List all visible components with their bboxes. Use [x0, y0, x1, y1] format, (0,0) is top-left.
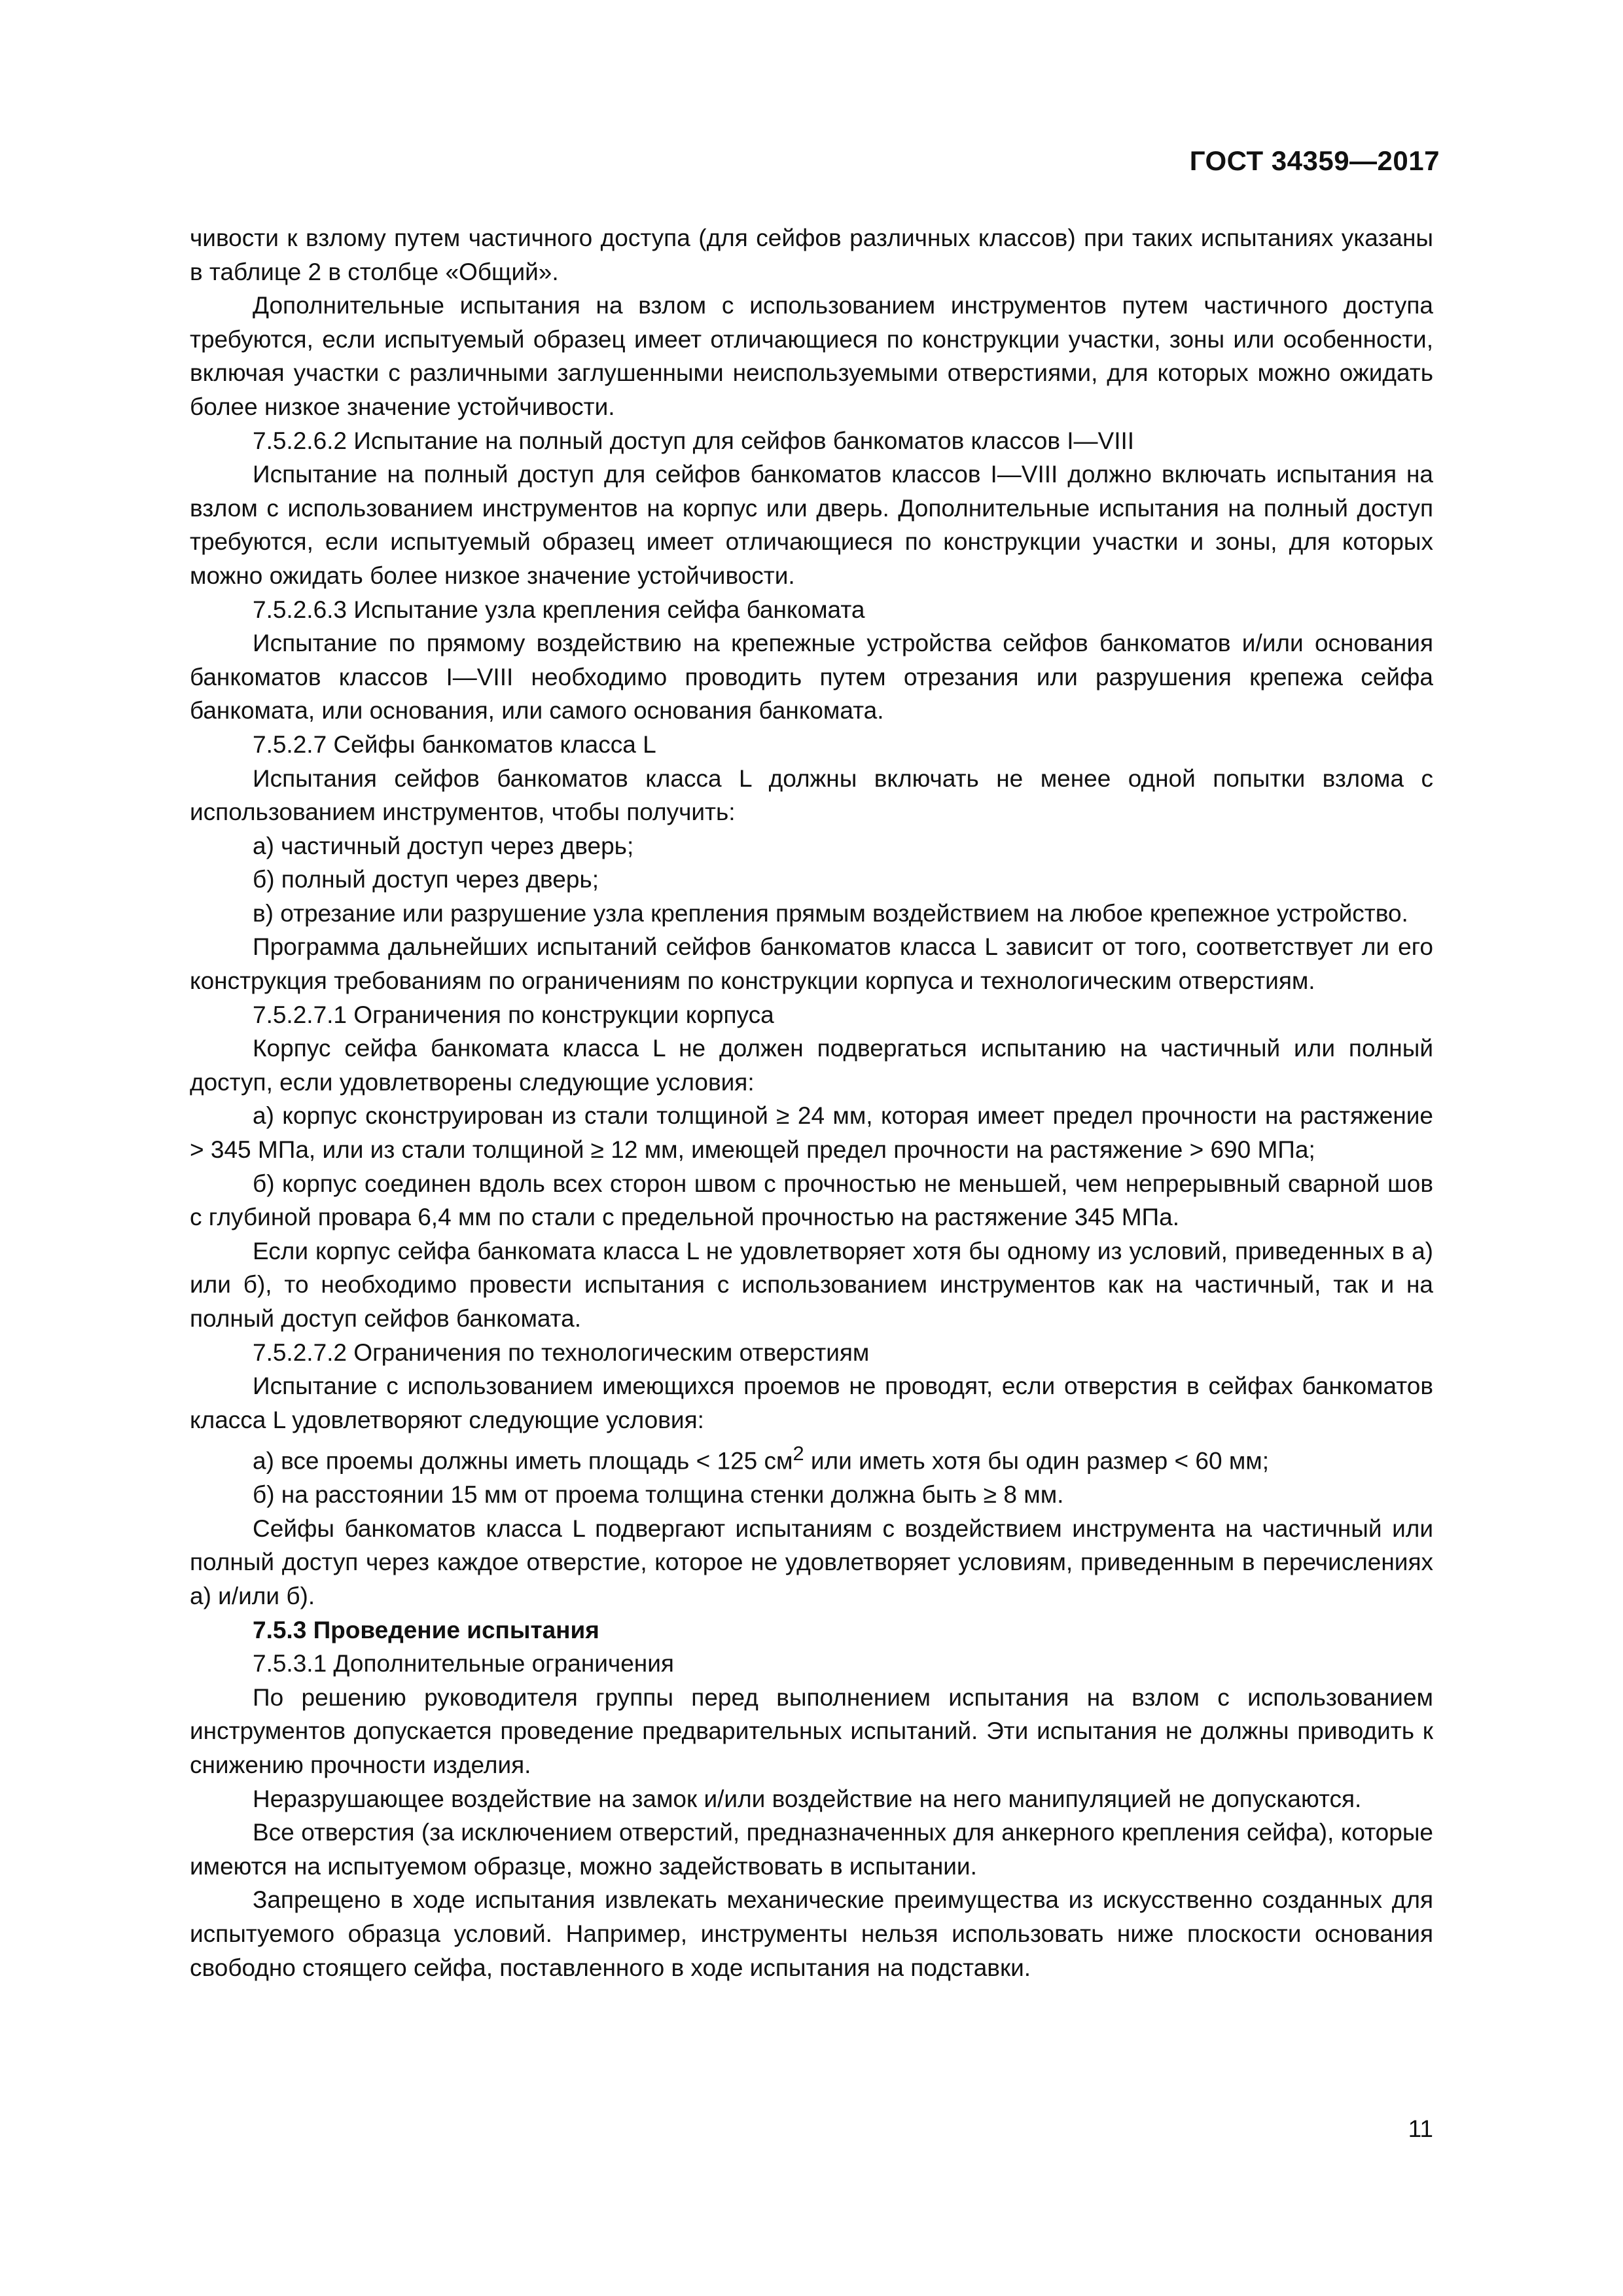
list-item: б) корпус соединен вдоль всех сторон швом с прочностью не меньшей, чем непрерывный сварной шов с глубиной провара 6,4 мм по стали с предельной прочностью на растяжение 345 МПа. [190, 1170, 1433, 1231]
paragraph: По решению руководителя группы перед выполнением испытания на взлом с использованием инструментов допускается проведение предварительных испытаний. Эти испытания не должны приводить к снижению прочности изделия. [190, 1683, 1433, 1779]
paragraph: Корпус сейфа банкомата класса L не должен подвергаться испытанию на частичный или полный доступ, если удовлетворены следующие условия: [190, 1035, 1433, 1096]
clause-heading-7-5-2-7-1: 7.5.2.7.1 Ограничения по конструкции корпуса [253, 1001, 774, 1028]
paragraph: Неразрушающее воздействие на замок и/или воздействие на него манипуляцией не допускаются. [253, 1785, 1362, 1812]
list-item: б) на расстоянии 15 мм от проема толщина стенки должна быть ≥ 8 мм. [253, 1481, 1064, 1509]
paragraph: Испытание на полный доступ для сейфов банкоматов классов I—VIII должно включать испытания на взлом с использованием инструментов на корпус или дверь. Дополнительные испытания на полный доступ требуются, если испытуемый образец имеет отличающиеся по конструкции участки и зоны, для которых можно ожидать более низкое значение устойчивости. [190, 461, 1433, 589]
list-item [190, 1437, 1433, 1478]
list-item-text: или иметь хотя бы один размер < 60 мм; [804, 1447, 1270, 1475]
paragraph: Испытание с использованием имеющихся проемов не проводят, если отверстия в сейфах банкоматов класса L удовлетворяют следующие условия: [190, 1372, 1433, 1433]
clause-heading-7-5-2-6-3: 7.5.2.6.3 Испытание узла крепления сейфа банкомата [253, 596, 865, 623]
paragraph-continuation: чивости к взлому путем частичного доступа (для сейфов различных классов) при таких испытаниях указаны в таблице 2 в столбце «Общий». [190, 224, 1433, 285]
document-code-header: ГОСТ 34359—2017 [1189, 145, 1440, 176]
paragraph: Сейфы банкоматов класса L подвергают испытаниям с воздействием инструмента на частичный или полный доступ через каждое отверстие, которое не удовлетворяет условиям, приведенным в перечислениях а) и/или б). [190, 1515, 1433, 1610]
list-item-text: а) все проемы должны иметь площадь < 125 см [253, 1447, 793, 1475]
paragraph: Испытания сейфов банкоматов класса L должны включать не менее одной попытки взлома с использованием инструментов, чтобы получить: [190, 764, 1433, 826]
list-item: в) отрезание или разрушение узла крепления прямым воздействием на любое крепежное устройство. [253, 899, 1408, 927]
clause-heading-7-5-2-6-2: 7.5.2.6.2 Испытание на полный доступ для сейфов банкоматов классов I—VIII [253, 427, 1135, 454]
paragraph: Программа дальнейших испытаний сейфов банкоматов класса L зависит от того, соответствует ли его конструкция требованиям по ограничениям по конструкции корпуса и технологическим отверстиям. [190, 933, 1433, 995]
paragraph: Испытание по прямому воздействию на крепежные устройства сейфов банкоматов и/или основания банкоматов классов I—VIII необходимо проводить путем отрезания или разрушения крепежа сейфа банкомата, или основания, или самого основания банкомата. [190, 630, 1433, 725]
section-heading-7-5-3: 7.5.3 Проведение испытания [253, 1616, 599, 1643]
list-item: б) полный доступ через дверь; [253, 866, 599, 893]
paragraph: Если корпус сейфа банкомата класса L не удовлетворяет хотя бы одному из условий, приведенных в а) или б), то необходимо провести испытания с использованием инструментов как на частичный, так и на полный доступ сейфов банкомата. [190, 1237, 1433, 1332]
paragraph: Все отверстия (за исключением отверстий, предназначенных для анкерного крепления сейфа), которые имеются на испытуемом образце, можно задействовать в испытании. [190, 1819, 1433, 1880]
list-item: а) частичный доступ через дверь; [253, 832, 634, 859]
document-body [190, 221, 1433, 1984]
superscript-exponent: 2 [793, 1442, 804, 1465]
page-number: 11 [1408, 2115, 1433, 2142]
clause-heading-7-5-2-7-2: 7.5.2.7.2 Ограничения по технологическим отверстиям [253, 1338, 870, 1366]
paragraph: Запрещено в ходе испытания извлекать механические преимущества из искусственно созданных для испытуемого образца условий. Например, инструменты нельзя использовать ниже плоскости основания свободно стоящего сейфа, поставленного в ходе испытания на подставки. [190, 1886, 1433, 1981]
list-item: а) корпус сконструирован из стали толщиной ≥ 24 мм, которая имеет предел прочности на растяжение > 345 МПа, или из стали толщиной ≥ 12 мм, имеющей предел прочности на растяжение > 690 МПа; [190, 1102, 1433, 1164]
clause-heading-7-5-3-1: 7.5.3.1 Дополнительные ограничения [253, 1650, 674, 1677]
paragraph: Дополнительные испытания на взлом с использованием инструментов путем частичного доступа требуются, если испытуемый образец имеет отличающиеся по конструкции участки, зоны или особенности, включая участки с различными заглушенными неиспользуемыми отверстиями, для которых можно ожидать более низкое значение устойчивости. [190, 292, 1433, 420]
clause-heading-7-5-2-7: 7.5.2.7 Сейфы банкоматов класса L [253, 730, 656, 758]
